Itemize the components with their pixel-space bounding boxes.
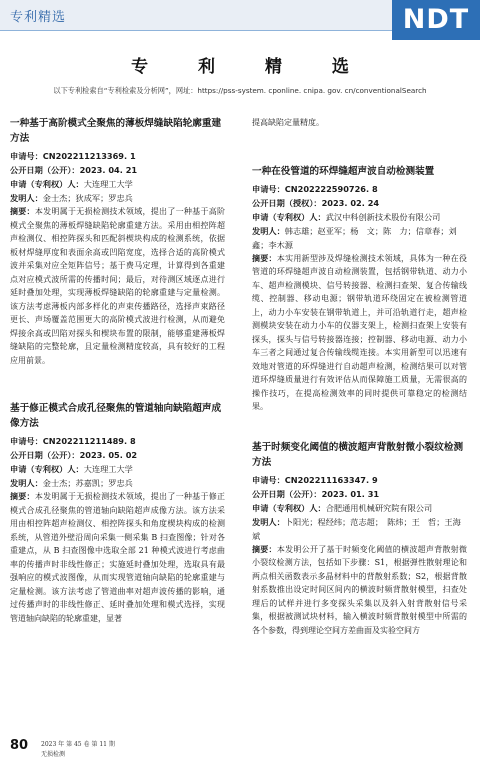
label: 申请号： xyxy=(10,436,43,446)
volume-info: 2023 年 第 45 卷 第 11 期 xyxy=(41,741,115,748)
label: 公开日期（公开）： xyxy=(252,488,322,499)
label: 摘要： xyxy=(252,253,277,263)
right-column xyxy=(252,116,467,651)
label: 申请（专利权）人： xyxy=(252,211,326,222)
label: 申请（专利权）人： xyxy=(10,179,84,189)
abstract xyxy=(252,543,467,638)
abstract xyxy=(252,252,467,414)
label: 申请号： xyxy=(252,474,285,485)
label: 公开日期（授权）： xyxy=(252,197,322,208)
abstract-text: 本发明属于无损检测技术领域，提出了一种基于高阶模式全聚焦的薄板焊缝缺陷轮廓重建方法。采用由相控阵超声检测仪、相控阵探头和匹配斜楔块构成的检测系统，依据板材焊缝厚度和表面余高或凹陷宽度，选择合适的高阶模式波并采集对应全矩阵信号；基于费马定理，计算得到各重建点对应模式波所需的传播时间；最后，对待测区域逐点进行延时叠加处理，实现薄板焊缝缺陷的轮廓重建与定量检测。该方法考虑薄板内部多样化的声束传播路径，选择声束路径更长、声场覆盖范围更大的高阶模式波进行检测，从而避免焊接余高或凹陷对探头和楔块布置的限制，能够重建薄板焊缝缺陷的完整轮廓，且定量检测精度较高，具有较好的工程应用前景。 xyxy=(10,207,226,365)
article-title: 一种在役管道的环焊缝超声波自动检测装置 xyxy=(252,165,435,177)
inventor xyxy=(10,191,225,205)
abstract xyxy=(10,490,225,625)
label: 摘要： xyxy=(252,544,277,554)
label: 发明人： xyxy=(10,193,43,203)
abstract xyxy=(10,205,225,367)
applicant xyxy=(252,210,467,224)
value: CN202222590726. 8 xyxy=(284,183,378,194)
article xyxy=(252,440,467,638)
abstract-text: 本发明属于无损检测技术领域，提出了一种基于修正模式合成孔径聚焦的管道轴向缺陷超声成像方法。该方法采用由相控阵超声检测仪、相控阵探头和角度楔块构成的检测系统，从管道外壁沿周向采集一侧采集 B 扫查图像；针对各重建点，从 B 扫查图像中选取全部 21 种模式波进行考虑曲率的传播声时非线性修正；实施延时叠加处理，选取具有最强响应的模式波图像，从而实现管道轴向缺陷的轮廓重建与定量检测。该方法考虑了管道曲率对超声波传播的影响，通过传播声时的非线性修正、延时叠加处理和模式选择，实现管道轴向缺陷的轮廓重建，显著 xyxy=(10,492,226,623)
applicant xyxy=(10,462,225,476)
header-divider xyxy=(0,30,392,31)
journal-name: 无损检测 xyxy=(41,751,66,758)
value: 2023. 05. 02 xyxy=(79,450,138,460)
value: 2023. 01. 31 xyxy=(321,488,380,499)
ndt-logo: NDT xyxy=(392,0,480,40)
label: 摘要： xyxy=(10,207,35,216)
left-column xyxy=(10,116,225,639)
article xyxy=(252,164,467,414)
publication-date xyxy=(10,448,225,462)
page-number: 80 xyxy=(10,738,29,753)
page-title: 专 利 精 选 xyxy=(131,57,371,77)
inventor xyxy=(252,224,467,252)
label: 申请（专利权）人： xyxy=(252,502,326,513)
label: 发明人： xyxy=(252,516,285,527)
application-number xyxy=(252,473,467,487)
application-number xyxy=(10,434,225,448)
label: 申请（专利权）人： xyxy=(10,464,84,474)
article-title: 基于时频变化阈值的横波超声背散射微小裂纹检测方法 xyxy=(252,441,464,468)
applicant xyxy=(252,501,467,515)
label: 摘要： xyxy=(10,492,35,501)
label: 公开日期（公开）： xyxy=(10,165,80,175)
abstract-text: 本实用新型涉及焊缝检测技术领域，具体为一种在役管道的环焊缝超声波自动检测装置，包括钢带轨道、动力小车、超声检测模块、信号转接器、检测扫查架、复合传输线缆、控制器、移动电源；钢带轨道环绕固定在被检测管道上，动力小车安装在钢带轨道上，并可沿轨道行走，超声检测模块安装在动力小车的仪器支架上，检测扫查架上安装有探头，探头与信号转接器连接；控制器、移动电源、动力小车三者之间通过复合传输线缆连接。本实用新型可以迅速有效地对管道的环焊缝进行自动超声检测，检测结果可以对管道环焊缝质量进行有效评估从而保障施工质量，无需很高的操作技巧，在提高检测效率的同时提供可靠稳定的检测结果。 xyxy=(252,253,468,411)
label: 公开日期（公开）： xyxy=(10,450,80,460)
article xyxy=(10,401,225,625)
value: 金士杰；狄成军；罗忠兵 xyxy=(42,193,133,203)
applicant xyxy=(10,177,225,191)
article-title: 一种基于高阶模式全聚焦的薄板焊缝缺陷轮廓重建方法 xyxy=(10,118,222,144)
inventor xyxy=(252,515,467,543)
value: 大连理工大学 xyxy=(83,179,133,189)
article xyxy=(10,116,225,367)
inventor xyxy=(10,476,225,490)
value: 韩志雄；赵亚军；杨 文；陈 力；信章春；刘 鑫；李木源 xyxy=(252,225,465,250)
value: 大连理工大学 xyxy=(83,464,133,474)
label: 申请号： xyxy=(252,183,285,194)
application-number xyxy=(252,182,467,196)
section-name: 专利精选 xyxy=(10,10,67,25)
value: 卜阳光；程经纬；范志超； 陈炜；王 哲；王海斌 xyxy=(252,516,461,541)
value: 金士杰；苏嘉凯；罗忠兵 xyxy=(42,478,133,488)
value: 2023. 02. 24 xyxy=(321,197,380,208)
application-number xyxy=(10,149,225,163)
grant-date xyxy=(252,196,467,210)
publication-date xyxy=(10,163,225,177)
abstract-text: 本发明公开了基于时频变化阈值的横波超声背散射微小裂纹检测方法，包括如下步骤：S1，根据弹性散射理论和两点相关函数表示多晶材料中的背散射系数；S2，根据背散射系数推出设定时间区间内的横波时频背散射模型，扫查处理后的试样并进行多变探头采集以及斜入射背散射信号采集，根据被测试块材料，输入横波时频背散射模型中所需的各个参数，得到理论空间方差曲面及实验空间方 xyxy=(252,544,468,635)
label: 发明人： xyxy=(10,478,43,488)
label: 申请号： xyxy=(10,151,43,161)
value: CN202211163347. 9 xyxy=(284,474,378,485)
value: 武汉中科创新技术股份有限公司 xyxy=(325,211,441,222)
value: CN202211211489. 8 xyxy=(42,436,136,446)
publication-date xyxy=(252,487,467,501)
footer-info xyxy=(41,740,115,760)
label: 发明人： xyxy=(252,225,285,236)
value: 合肥通用机械研究院有限公司 xyxy=(325,502,433,513)
value: CN202211213369. 1 xyxy=(42,151,136,161)
value: 2023. 04. 21 xyxy=(79,165,138,175)
article-title: 基于修正模式合成孔径聚焦的管道轴向缺陷超声成像方法 xyxy=(10,403,222,429)
continued-text: 提高缺陷定量精度。 xyxy=(252,118,324,127)
intro-text: 以下专利检索自“专利检索及分析网”，网址：https://pss-system. cponline. cnipa. gov. cn/conventionalSearch xyxy=(53,86,427,95)
